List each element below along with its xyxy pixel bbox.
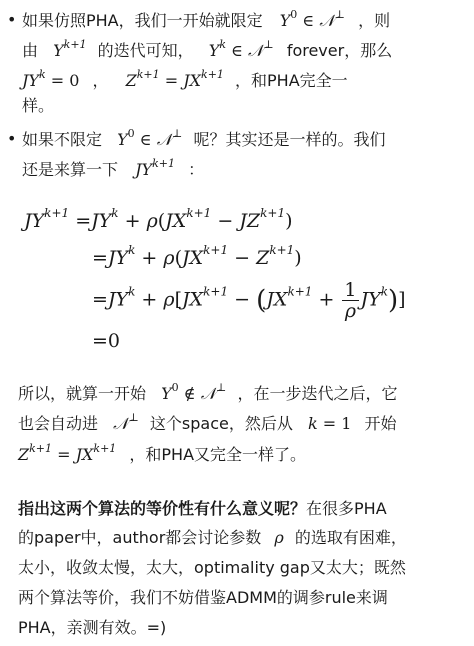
text: 两个算法等价，我们不妨借鉴ADMM的调参rule来调: [18, 588, 388, 607]
math-z-eq-jx: $Z^{k+1} = JX^{k+1}$: [125, 68, 224, 90]
equation-line-4: =0: [92, 330, 121, 352]
bullet-dot: •: [7, 129, 17, 148]
bullet1-line1: [22, 10, 390, 32]
math-z-eq-jx: $Z^{k+1} = JX^{k+1}$: [18, 442, 117, 464]
para2-line5: [18, 617, 166, 639]
para2-line4: [18, 587, 388, 609]
text: ，和PHA完全一: [235, 71, 348, 90]
math-yk-in-n-perp: $Y^k$ ∈ 𝒩⊥: [208, 38, 274, 60]
math-y0-in-n-perp: $Y^0$ ∈ 𝒩⊥: [279, 8, 346, 30]
text: ，: [92, 71, 109, 90]
text: ，和PHA又完全一样了。: [129, 445, 307, 464]
text: ：: [188, 160, 205, 179]
bullet2-line2: [22, 159, 204, 181]
equation-line-2: $=JY^k + \rho(JX^{k+1} - Z^{k+1})$: [92, 243, 302, 269]
text: 还是来算一下: [22, 160, 119, 179]
text: 这个space，然后从: [149, 414, 293, 433]
text: PHA，亲测有效。=): [18, 618, 167, 637]
bullet1-line4: [22, 95, 54, 117]
para1-line2: [18, 413, 397, 435]
fraction-1-over-rho: $\frac{1}{\rho}$: [344, 279, 357, 322]
bullet1-line3: [22, 70, 348, 92]
text: 也会自动进: [18, 414, 99, 433]
text: 呢？其实还是一样的。我们: [193, 130, 386, 149]
bullet1-line2: [22, 40, 392, 62]
math-y0-notin-n-perp: $Y^0$ ∉ 𝒩⊥: [161, 381, 227, 403]
math-y-k1: $Y^{k+1}$: [53, 38, 87, 60]
text: 的选取有困难，: [294, 528, 407, 547]
math-n-perp: 𝒩⊥: [113, 411, 139, 433]
text: 太小，收敛太慢，太大，optimality gap又太大；既然: [18, 558, 406, 577]
para2-line1: [18, 498, 387, 520]
equation-line-1: $JY^{k+1} =JY^k + \rho(JX^{k+1} - JZ^{k+1})$: [24, 206, 293, 232]
math-jyk-eq-0: $JY^k = 0$: [22, 68, 80, 90]
text: 所以，就算一开始: [18, 384, 147, 403]
text: 的paper中，author都会讨论参数: [18, 528, 262, 547]
para1-line1: [18, 383, 398, 405]
text: ，在一步迭代之后，它: [237, 384, 398, 403]
math-rho: ρ: [274, 528, 284, 547]
math-k-eq-1: k = 1: [307, 414, 352, 433]
text: 如果不限定: [22, 130, 103, 149]
math-y0-in-n-perp: $Y^0$ ∈ 𝒩⊥: [117, 127, 183, 149]
text: forever，那么: [286, 41, 393, 60]
equation-line-3: $=JY^k + \rho[JX^{k+1} - (JX^{k+1}$ + $\frac{1}{\rho}$ $JY^k$)]: [92, 279, 406, 322]
text: 由: [22, 41, 39, 60]
text: 在很多PHA: [306, 499, 387, 518]
para2-line3: [18, 557, 406, 579]
para1-line3: [18, 444, 306, 466]
text: 的迭代可知，: [97, 41, 194, 60]
bold-question: 指出这两个算法的等价性有什么意义呢？: [18, 499, 307, 518]
text: 开始: [364, 414, 397, 433]
text: 如果仿照PHA，我们一开始就限定: [22, 11, 263, 30]
para2-line2: [18, 527, 407, 549]
bullet-dot: •: [7, 10, 17, 29]
text: 样。: [22, 96, 55, 115]
math-jy-k1: $JY^{k+1}$: [135, 157, 175, 179]
bullet2-line1: [22, 129, 386, 151]
text: ，则: [358, 11, 391, 30]
